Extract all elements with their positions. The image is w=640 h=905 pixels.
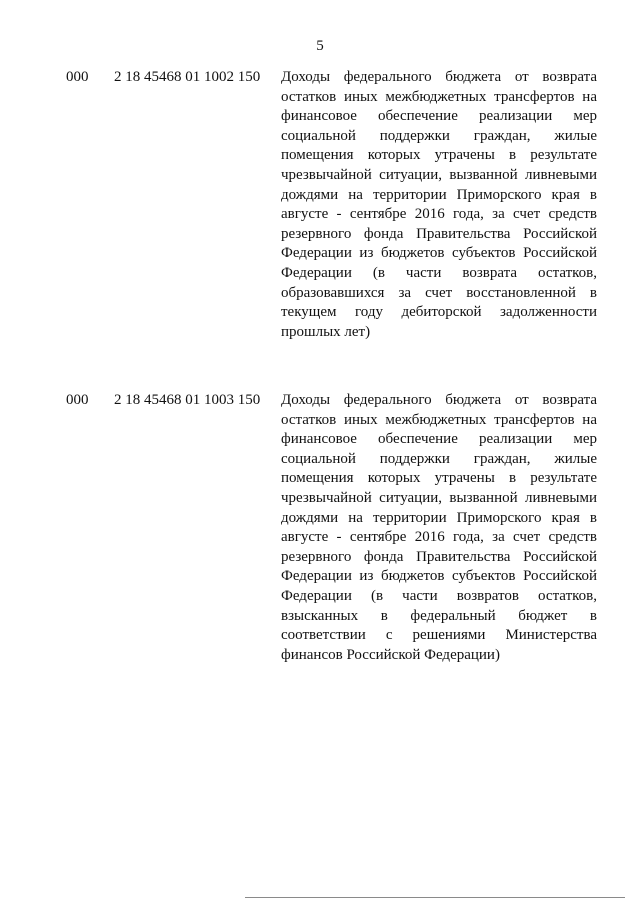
entry-description xyxy=(281,68,597,342)
description-line: резервного фонда Правительства Российской xyxy=(281,548,597,565)
description-line: социальной поддержки граждан, жилые xyxy=(281,450,597,467)
budget-classification-code: 2 18 45468 01 1003 150 xyxy=(114,392,261,408)
description-line: чрезвычайной ситуации, вызванной ливневыми xyxy=(281,166,597,183)
description-line: образовавшихся за счет восстановленной в xyxy=(281,284,597,301)
description-line: прошлых лет) xyxy=(281,323,371,340)
description-line: Федерации из бюджетов субъектов Российской xyxy=(281,568,597,585)
scan-edge-line xyxy=(245,897,625,898)
description-line: дождями на территории Приморского края в xyxy=(281,509,597,526)
description-line: августе - сентябре 2016 года, за счет средств xyxy=(281,529,597,546)
description-line: помещения которых утрачены в результате xyxy=(281,470,597,487)
description-line: Доходы федерального бюджета от возврата xyxy=(281,69,597,85)
description-line: августе - сентябре 2016 года, за счет средств xyxy=(281,206,597,223)
description-line: финансовое обеспечение реализации мер xyxy=(281,431,597,448)
description-line: Федерации (в части возврата остатков, xyxy=(281,264,597,281)
description-line: Федерации (в части возвратов остатков, xyxy=(281,587,597,604)
description-line: финансовое обеспечение реализации мер xyxy=(281,108,597,125)
description-line: текущем году дебиторской задолженности xyxy=(281,304,597,321)
admin-code: 000 xyxy=(66,392,89,408)
description-line: взысканных в федеральный бюджет в xyxy=(281,607,597,624)
description-line: остатков иных межбюджетных трансфертов на xyxy=(281,88,597,105)
budget-classification-code: 2 18 45468 01 1002 150 xyxy=(114,69,261,85)
description-line: Федерации из бюджетов субъектов Российской xyxy=(281,245,597,262)
description-line: помещения которых утрачены в результате xyxy=(281,147,597,164)
description-line: Доходы федерального бюджета от возврата xyxy=(281,392,597,408)
description-line: социальной поддержки граждан, жилые xyxy=(281,127,597,144)
page-number: 5 xyxy=(316,38,324,54)
description-line: чрезвычайной ситуации, вызванной ливневыми xyxy=(281,489,597,506)
description-line: резервного фонда Правительства Российской xyxy=(281,225,597,242)
entry-description xyxy=(281,391,597,665)
admin-code: 000 xyxy=(66,69,89,85)
description-line: остатков иных межбюджетных трансфертов на xyxy=(281,411,597,428)
description-line: дождями на территории Приморского края в xyxy=(281,186,597,203)
description-line: соответствии с решениями Министерства xyxy=(281,627,597,644)
description-line: финансов Российской Федерации) xyxy=(281,646,500,663)
